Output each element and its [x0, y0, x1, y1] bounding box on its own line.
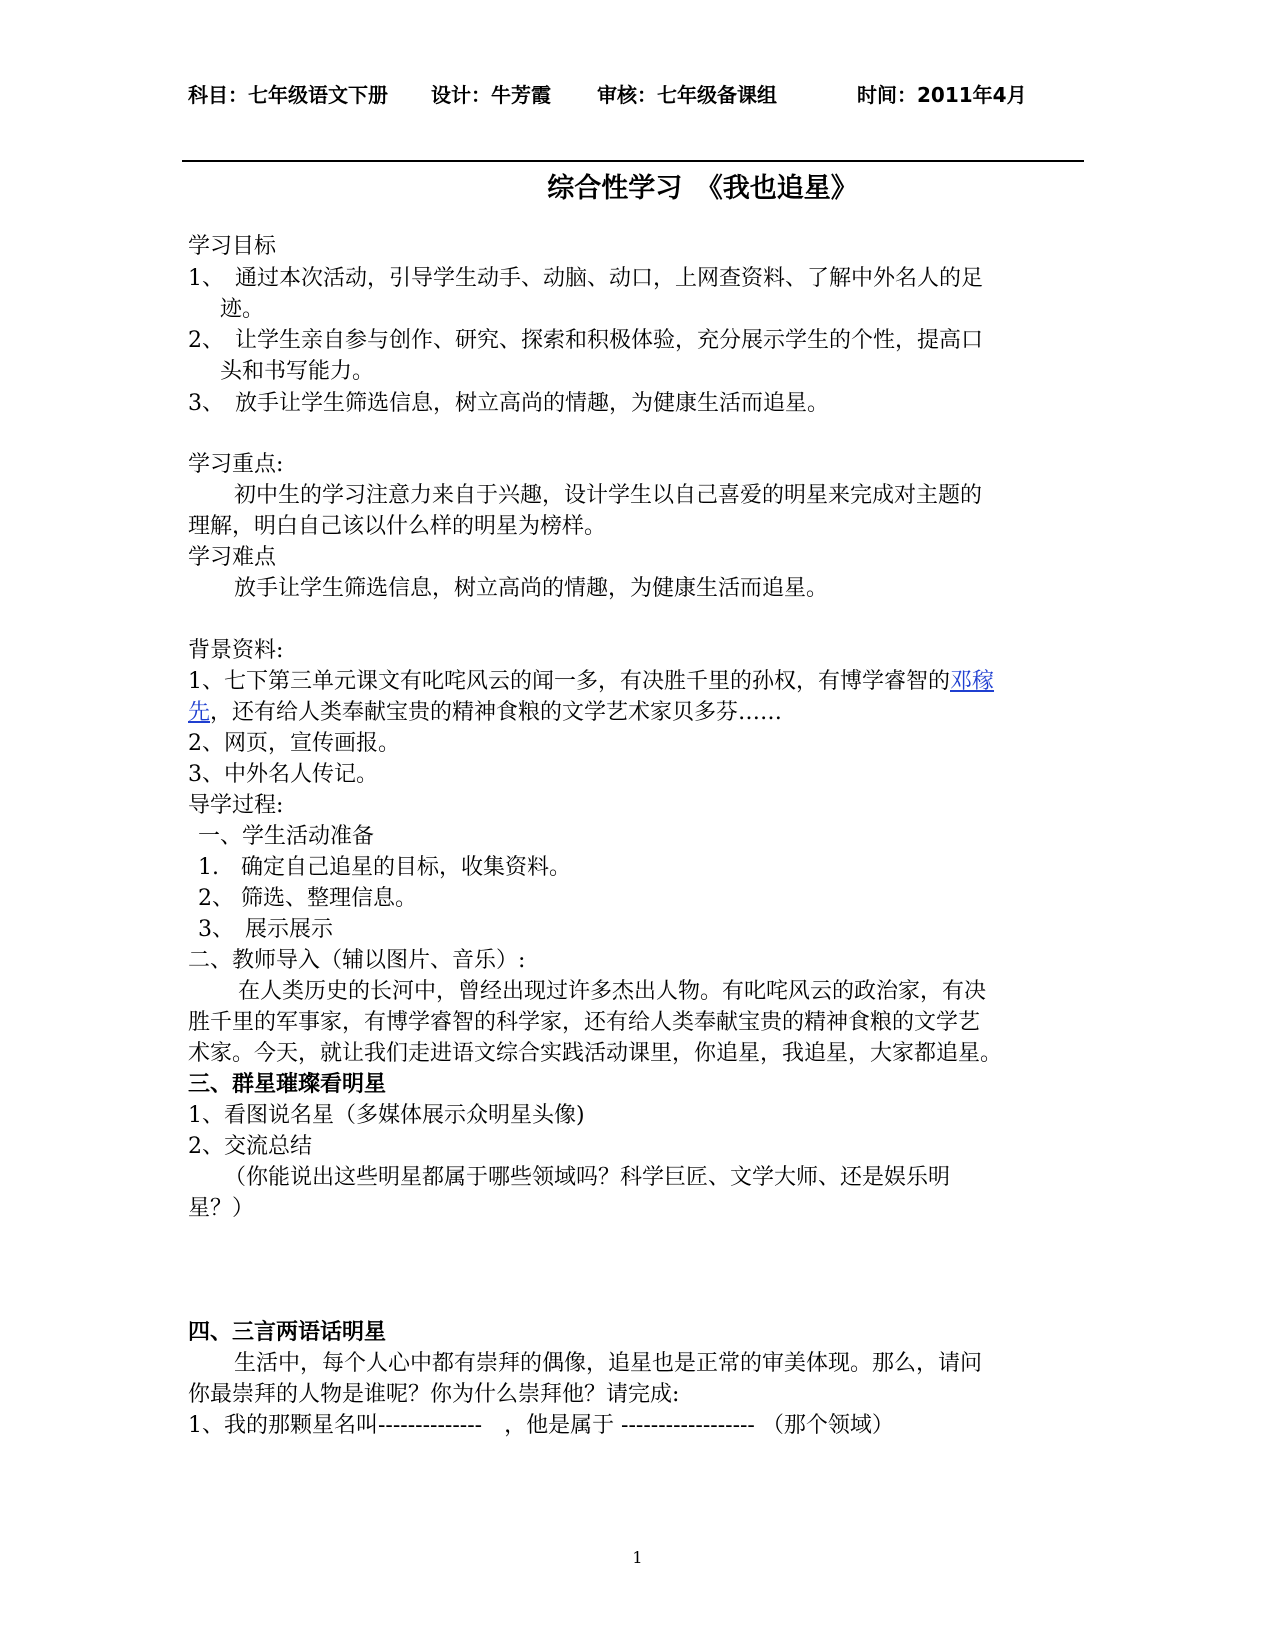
background-heading: 背景资料:: [188, 638, 284, 663]
process-part-3-item-1: 1、看图说名星（多媒体展示众明星头像): [188, 1103, 585, 1128]
objective-2a: 2、 让学生亲自参与创作、研究、探索和积极体验，充分展示学生的个性，提高口: [188, 328, 983, 353]
objective-1b: 迹。: [220, 297, 265, 322]
keypoint-heading: 学习重点:: [188, 452, 284, 477]
header-reviewer: 审核：七年级备课组: [597, 83, 777, 107]
process-part-3: 三、群星璀璨看明星: [188, 1072, 387, 1097]
process-part-3-item-2: 2、交流总结: [188, 1134, 312, 1159]
header-rule: [182, 160, 1084, 162]
process-heading: 导学过程:: [188, 793, 284, 818]
process-part-4-item-1: 1、我的那颗星名叫-------------- ，他是属于 ------------------ （那个领域）: [188, 1413, 894, 1438]
page-number: 1: [632, 1548, 643, 1567]
process-part-1-item-2: 2、 筛选、整理信息。: [198, 886, 417, 911]
difficulty-line-1: 放手让学生筛选信息，树立高尚的情趣，为健康生活而追星。: [234, 576, 829, 601]
objectives-heading: 学习目标: [188, 234, 277, 259]
background-item-1a: [188, 667, 994, 697]
background-item-1b: [188, 698, 782, 728]
header-subject: 科目：七年级语文下册: [188, 83, 388, 107]
header-designer: 设计：牛芳霞: [431, 83, 551, 107]
process-part-3-question-2: 星？）: [188, 1196, 255, 1221]
process-part-4: 四、三言两语话明星: [188, 1320, 387, 1345]
process-part-2: 二、教师导入（辅以图片、音乐）:: [188, 948, 526, 973]
background-item-3: 3、中外名人传记。: [188, 762, 378, 787]
background-item-1-rest: ，还有给人类奉献宝贵的精神食粮的文学艺术家贝多芬……: [210, 700, 783, 725]
background-item-2: 2、网页，宣传画报。: [188, 731, 400, 756]
objective-2b: 头和书写能力。: [220, 359, 375, 384]
keypoint-line-2: 理解，明白自己该以什么样的明星为榜样。: [188, 514, 607, 539]
process-part-2-line-3: 术家。今天，就让我们走进语文综合实践活动课里，你追星，我追星，大家都追星。: [188, 1041, 1003, 1066]
process-part-2-line-2: 胜千里的军事家，有博学睿智的科学家，还有给人类奉献宝贵的精神食粮的文学艺: [188, 1010, 981, 1035]
deng-jiaxian-link[interactable]: 邓稼: [950, 669, 995, 694]
objective-1a: 1、 通过本次活动，引导学生动手、动脑、动口，上网查资料、了解中外名人的足: [188, 266, 983, 291]
process-part-3-question-1: （你能说出这些明星都属于哪些领域吗？科学巨匠、文学大师、还是娱乐明: [224, 1165, 951, 1190]
process-part-1: 一、学生活动准备: [198, 824, 375, 849]
process-part-4-line-1: 生活中，每个人心中都有崇拜的偶像，追星也是正常的审美体现。那么，请问: [234, 1351, 983, 1376]
keypoint-line-1: 初中生的学习注意力来自于兴趣，设计学生以自己喜爱的明星来完成对主题的: [234, 483, 983, 508]
process-part-1-item-3: 3、 展示展示: [198, 917, 333, 942]
process-part-2-line-1: 在人类历史的长河中，曾经出现过许多杰出人物。有叱咤风云的政治家，有决: [238, 979, 987, 1004]
background-item-1-text: 1、七下第三单元课文有叱咤风云的闻一多，有决胜千里的孙权，有博学睿智的: [188, 669, 950, 694]
process-part-1-item-1: 1. 确定自己追星的目标，收集资料。: [198, 855, 571, 880]
objective-3: 3、 放手让学生筛选信息，树立高尚的情趣，为健康生活而追星。: [188, 391, 829, 416]
page-title: 综合性学习 《我也追星》: [547, 173, 858, 204]
difficulty-heading: 学习难点: [188, 545, 277, 570]
header-date: 时间：2011年4月: [857, 83, 1027, 107]
deng-jiaxian-link-continued[interactable]: 先: [188, 700, 211, 725]
process-part-4-line-2: 你最崇拜的人物是谁呢？你为什么崇拜他？请完成:: [188, 1382, 680, 1407]
